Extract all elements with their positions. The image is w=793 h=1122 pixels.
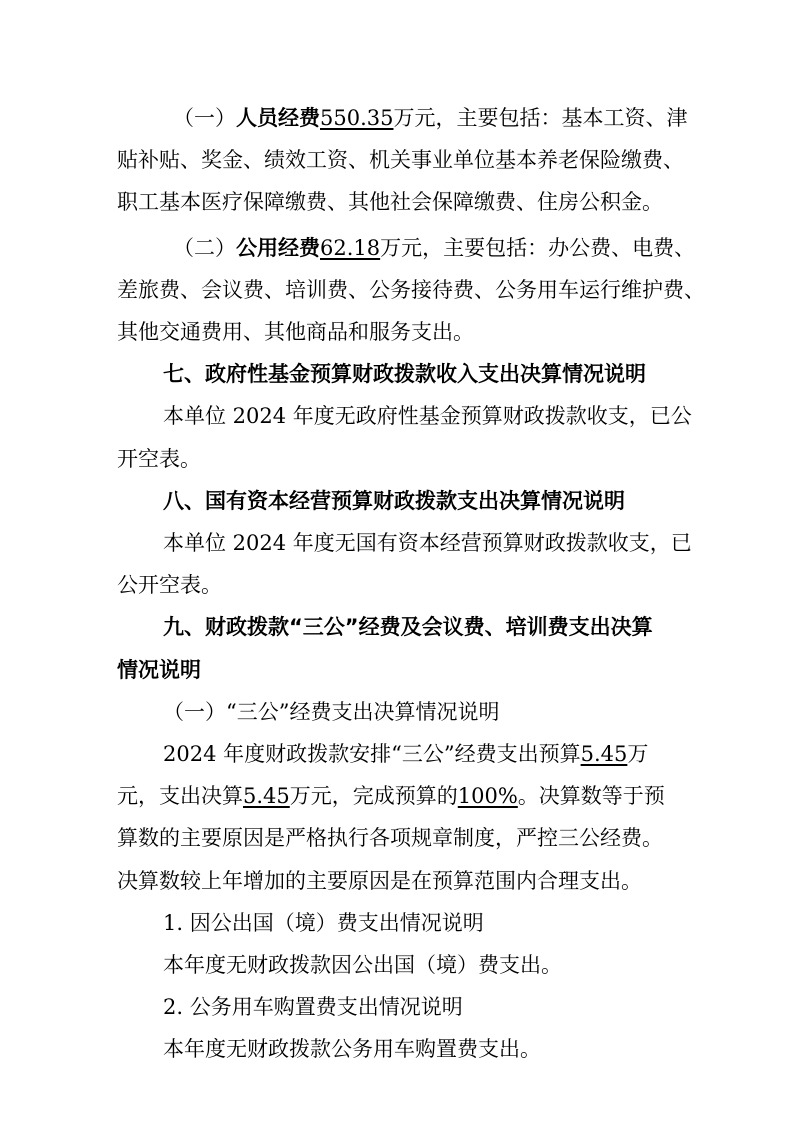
text-run: 2024 年度财政拨款安排“三公”经费支出预算	[163, 742, 581, 766]
vehicle-purchase-body: 本年度无财政拨款公务用车购置费支出。	[163, 1037, 541, 1061]
personnel-expense-line2: 贴补贴、奖金、绩效工资、机关事业单位基本养老保险缴费、	[117, 148, 684, 172]
personnel-expense-amount: 550.35	[320, 106, 394, 130]
list-marker: （二）	[173, 236, 236, 260]
three-public-budget-amount: 5.45	[580, 742, 628, 766]
personnel-expense-term: 人员经费	[236, 106, 320, 130]
text-run: 万	[627, 742, 649, 766]
public-expense-amount: 62.18	[320, 236, 381, 260]
personnel-expense-line3: 职工基本医疗保障缴费、其他社会保障缴费、住房公积金。	[117, 190, 663, 214]
three-public-body-line4: 决算数较上年增加的主要原因是在预算范围内合理支出。	[117, 869, 642, 893]
section-8-body-line2: 公开空表。	[117, 573, 222, 597]
three-public-body-line3: 算数的主要原因是严格执行各项规章制度，严控三公经费。	[117, 826, 663, 850]
three-public-completion-rate: 100%	[457, 784, 518, 808]
public-expense-term: 公用经费	[236, 236, 320, 260]
personnel-expense-line1	[0, 104, 793, 132]
text-run: 万元，完成预算的	[289, 784, 458, 808]
three-public-actual-amount: 5.45	[243, 784, 290, 808]
section-7-body-line1: 本单位 2024 年度无政府性基金预算财政拨款收支，已公	[163, 404, 692, 428]
section-9-heading-line2: 情况说明	[117, 658, 201, 682]
section-8-body-line1: 本单位 2024 年度无国有资本经营预算财政拨款收支，已	[163, 531, 692, 555]
text-run: 万元，主要包括：基本工资、津	[393, 106, 688, 130]
vehicle-purchase-title: 2. 公务用车购置费支出情况说明	[163, 995, 463, 1019]
section-7-heading: 七、政府性基金预算财政拨款收入支出决算情况说明	[163, 362, 646, 386]
overseas-expense-body: 本年度无财政拨款因公出国（境）费支出。	[163, 953, 562, 977]
public-expense-line3: 其他交通费用、其他商品和服务支出。	[117, 320, 474, 344]
section-9-heading-line1: 九、财政拨款“三公”经费及会议费、培训费支出决算	[163, 615, 653, 639]
three-public-body-line1	[0, 740, 793, 768]
section-7-body-line2: 开空表。	[117, 447, 201, 471]
text-run: 。决算数等于预	[517, 784, 665, 808]
list-marker: （一）	[173, 106, 236, 130]
section-8-heading: 八、国有资本经营预算财政拨款支出决算情况说明	[163, 489, 625, 513]
overseas-expense-title: 1. 因公出国（境）费支出情况说明	[163, 911, 484, 935]
public-expense-line1	[0, 234, 793, 262]
public-expense-line2: 差旅费、会议费、培训费、公务接待费、公务用车运行维护费、	[117, 278, 705, 302]
three-public-body-line2	[0, 782, 793, 810]
text-run: 万元，主要包括：办公费、电费、	[380, 236, 696, 260]
three-public-subheading: （一）“三公”经费支出决算情况说明	[163, 700, 500, 724]
text-run: 元，支出决算	[117, 784, 243, 808]
